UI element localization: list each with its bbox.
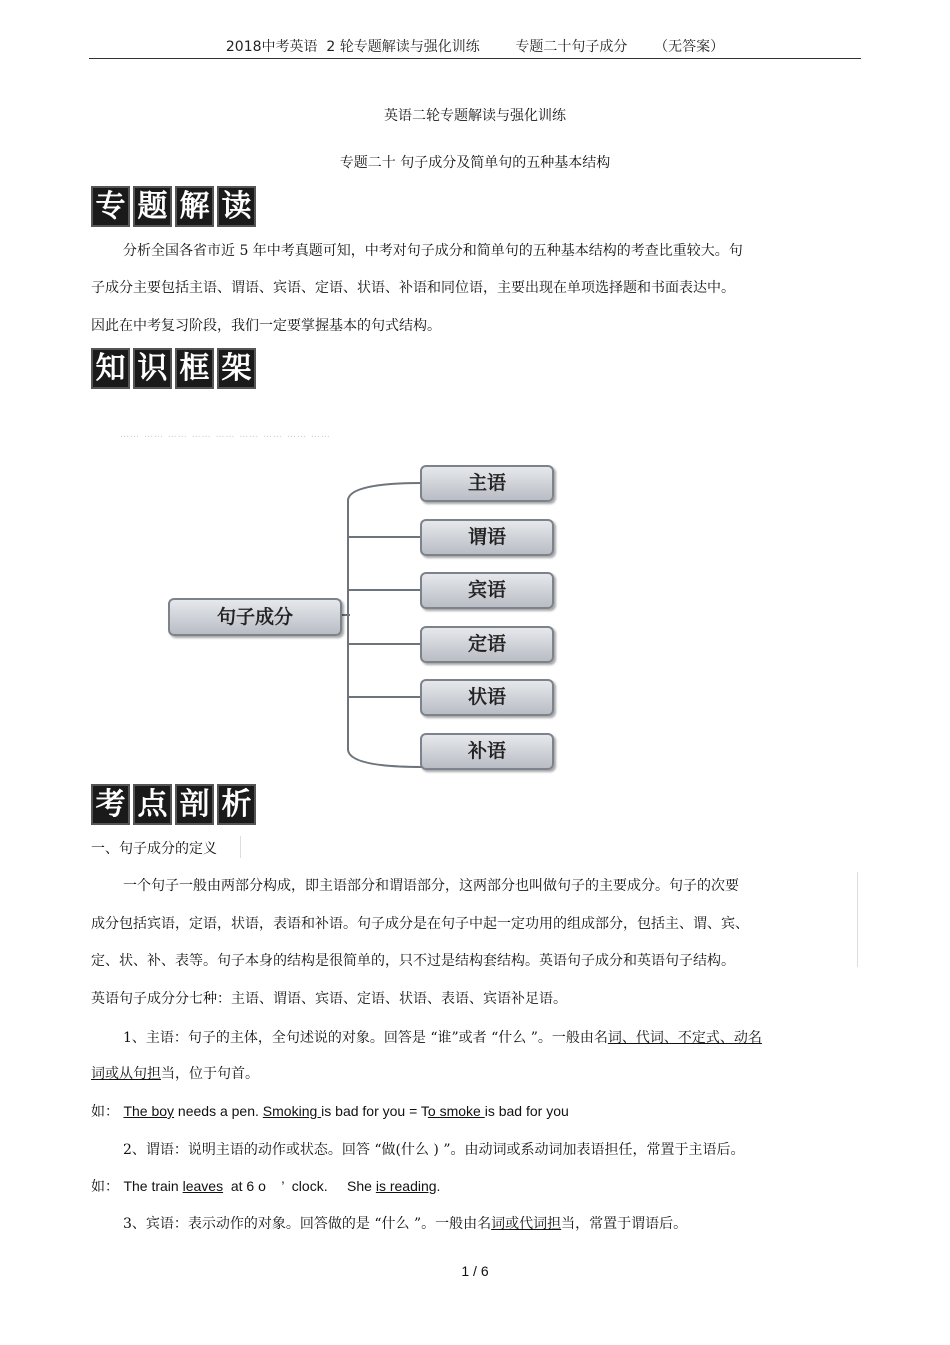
mindmap-branch-node: 谓语 — [420, 519, 554, 556]
subheading-definition: 一、句子成分的定义 — [91, 841, 217, 857]
item3 — [123, 1213, 687, 1233]
example-text: is bad for you — [484, 1103, 569, 1119]
heading-char: 架 — [217, 348, 256, 389]
scan-artifact-line — [240, 836, 241, 858]
heading-char: 考 — [91, 784, 130, 825]
scan-artifact-line — [857, 872, 858, 967]
example-text: needs a pen. — [174, 1103, 263, 1119]
heading-char: 专 — [91, 186, 130, 227]
example-text: at 6 o ’ clock. She — [223, 1178, 376, 1194]
heading-char: 框 — [175, 348, 214, 389]
item2: 2、谓语：说明主语的动作或状态。回答 “做(什么 ) ”。由动词或系动词加表语担任，常置于主语后。 — [123, 1142, 745, 1158]
example-text: is bad for you = T — [321, 1103, 428, 1119]
example-label: 如： — [91, 1104, 119, 1120]
item1-underlined: 词、代词、不定式、动名 — [607, 1030, 762, 1046]
para2: 英语句子成分分七种：主语、谓语、宾语、定语、状语、表语、宾语补足语。 — [91, 991, 567, 1007]
intro-line-1: 分析全国各省市近 5 年中考真题可知，中考对句子成分和简单句的五种基本结构的考查比重较大。句 — [123, 243, 743, 259]
heading-char: 识 — [133, 348, 172, 389]
page-number: 1 / 6 — [461, 1263, 489, 1279]
example-subject: o smoke — [427, 1103, 485, 1119]
section-heading-zhuanti-jiedu — [91, 186, 256, 227]
heading-char: 剖 — [175, 784, 214, 825]
para1-line-3: 定、状、补、表等。句子本身的结构是很简单的，只不过是结构套结构。英语句子成分和英语句子结构。 — [91, 953, 735, 969]
doc-subtitle: 专题二十 句子成分及简单句的五种基本结构 — [339, 155, 611, 171]
item1-line-2 — [91, 1063, 259, 1083]
example-predicate: is reading — [375, 1178, 437, 1194]
heading-char: 读 — [217, 186, 256, 227]
heading-char: 点 — [133, 784, 172, 825]
para1-line-2: 成分包括宾语，定语，状语，表语和补语。句子成分是在句子中起一定功用的组成部分，包括主、谓、宾、 — [91, 916, 749, 932]
example-predicate: leaves — [182, 1178, 224, 1194]
mindmap-branch-node: 主语 — [420, 465, 554, 502]
heading-char: 题 — [133, 186, 172, 227]
running-header: 2018中考英语 2 轮专题解读与强化训练 专题二十句子成分 （无答案） — [225, 39, 725, 55]
example-text: . — [436, 1178, 441, 1194]
example-subject: The boy — [123, 1103, 175, 1119]
item3-underlined: 词或代词担 — [491, 1216, 562, 1232]
mindmap-branch-node: 状语 — [420, 679, 554, 716]
example1 — [91, 1101, 569, 1121]
faint-scan-text: …… …… …… …… …… …… …… …… …… — [120, 430, 331, 440]
heading-char: 知 — [91, 348, 130, 389]
item1-text-2: 当，位于句首。 — [161, 1066, 259, 1082]
example-subject: Smoking — [262, 1103, 322, 1119]
mindmap-root-node: 句子成分 — [168, 598, 342, 636]
intro-line-2: 子成分主要包括主语、谓语、宾语、定语、状语、补语和同位语，主要出现在单项选择题和书面表达中。 — [91, 280, 735, 296]
example-label: 如： — [91, 1179, 119, 1195]
header-rule — [89, 58, 861, 59]
item3-text-2: 当，常置于谓语后。 — [561, 1216, 688, 1232]
item1-text: 1、主语：句子的主体，全句述说的对象。回答是 “谁”或者 “什么 ”。一般由名 — [123, 1030, 608, 1046]
heading-char: 解 — [175, 186, 214, 227]
doc-title: 英语二轮专题解读与强化训练 — [384, 108, 566, 124]
section-heading-zhishi-kuangjia — [91, 348, 256, 389]
mindmap-branch-node: 定语 — [420, 626, 554, 663]
item1-underlined-2: 词或从句担 — [91, 1066, 161, 1082]
para1-line-1: 一个句子一般由两部分构成，即主语部分和谓语部分，这两部分也叫做句子的主要成分。句子的次要 — [123, 878, 739, 894]
heading-char: 析 — [217, 784, 256, 825]
example-text: The train — [123, 1178, 183, 1194]
item3-text: 3、宾语：表示动作的对象。回答做的是 “什么 ”。一般由名 — [123, 1216, 492, 1232]
mindmap-branch-node: 宾语 — [420, 572, 554, 609]
intro-line-3: 因此在中考复习阶段，我们一定要掌握基本的句式结构。 — [91, 318, 441, 334]
section-heading-kaodian-pouxi — [91, 784, 256, 825]
example2 — [91, 1176, 440, 1196]
item1-line-1 — [123, 1027, 762, 1047]
mindmap-branch-node: 补语 — [420, 733, 554, 770]
